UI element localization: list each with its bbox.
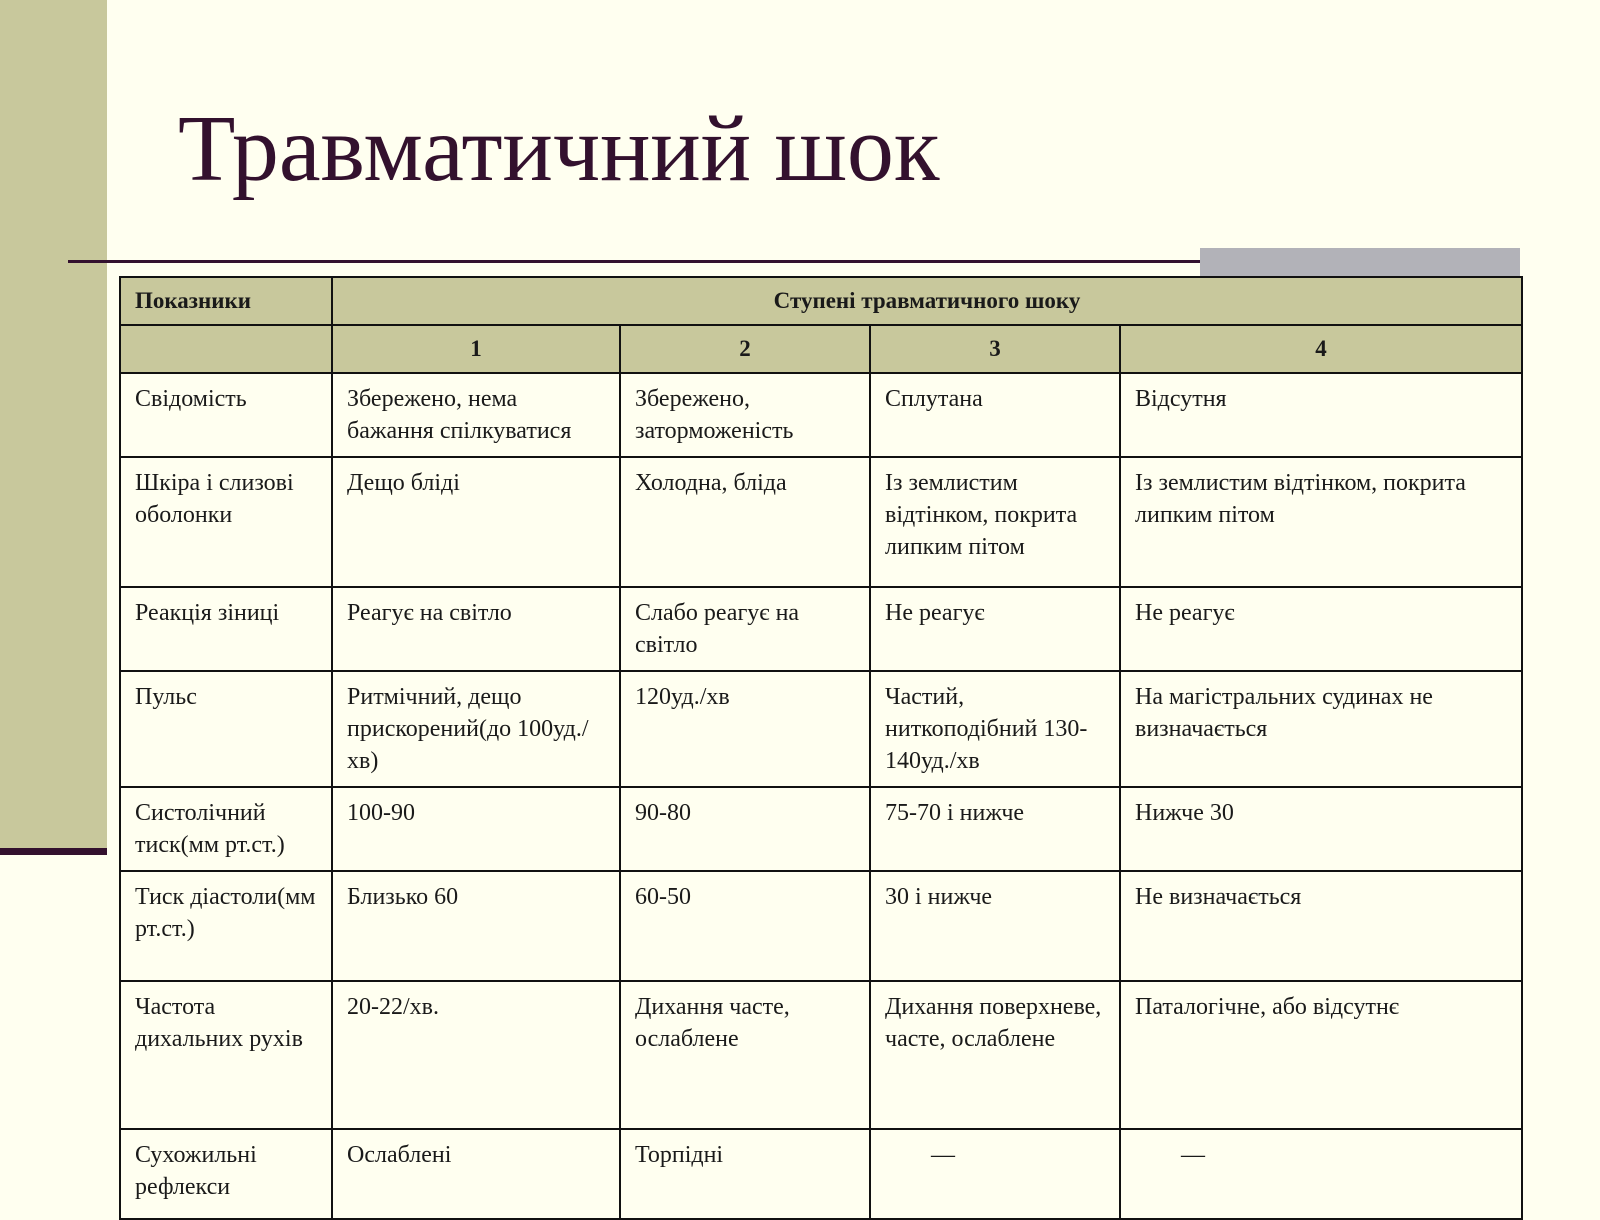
grade-1-cell: 100-90 xyxy=(332,787,620,871)
grade-2-cell: 90-80 xyxy=(620,787,870,871)
table-row xyxy=(120,981,1522,1129)
grade-3-cell: Із землистим відтінком, покрита липким пітом xyxy=(870,457,1120,587)
grade-4-cell: Відсутня xyxy=(1120,373,1522,457)
grade-2-cell: Слабо реагує на світло xyxy=(620,587,870,671)
indicator-cell: Частота дихальних рухів xyxy=(120,981,332,1129)
table-row xyxy=(120,457,1522,587)
grades-header: Ступені травматичного шоку xyxy=(332,277,1522,325)
table-row xyxy=(120,373,1522,457)
grade-1-cell: Ритмічний, дещо прискорений(до 100уд./хв) xyxy=(332,671,620,787)
grade-1-cell: Близько 60 xyxy=(332,871,620,981)
grade-2-cell: Холодна, бліда xyxy=(620,457,870,587)
grade-3-cell: 75-70 і нижче xyxy=(870,787,1120,871)
indicator-cell: Реакція зіниці xyxy=(120,587,332,671)
indicator-cell: Систолічний тиск(мм рт.ст.) xyxy=(120,787,332,871)
grade-2-cell: Збережено, заторможеність xyxy=(620,373,870,457)
grade-3-cell: Частий, ниткоподібний 130-140уд./хв xyxy=(870,671,1120,787)
table-row xyxy=(120,1129,1522,1219)
grade-3-cell: 30 і нижче xyxy=(870,871,1120,981)
side-accent-bar xyxy=(0,0,107,848)
indicator-cell: Тиск діастоли(мм рт.ст.) xyxy=(120,871,332,981)
table-row xyxy=(120,671,1522,787)
grade-4-cell: Не реагує xyxy=(1120,587,1522,671)
grade-2-header: 2 xyxy=(620,325,870,373)
grade-3-header: 3 xyxy=(870,325,1120,373)
grade-numbers-row xyxy=(120,325,1522,373)
grade-4-cell: Не визначається xyxy=(1120,871,1522,981)
grade-2-cell: 120уд./хв xyxy=(620,671,870,787)
grade-1-cell: 20-22/хв. xyxy=(332,981,620,1129)
indicators-header: Показники xyxy=(120,277,332,325)
grade-2-cell: Торпідні xyxy=(620,1129,870,1219)
grade-4-cell: На магістральних судинах не визначається xyxy=(1120,671,1522,787)
grade-3-cell: Дихання поверхневе, часте, ослаблене xyxy=(870,981,1120,1129)
grade-1-cell: Ослаблені xyxy=(332,1129,620,1219)
grade-4-cell: Паталогічне, або відсутнє xyxy=(1120,981,1522,1129)
shock-grades-table xyxy=(119,276,1523,1220)
indicator-cell: Пульс xyxy=(120,671,332,787)
grade-1-header: 1 xyxy=(332,325,620,373)
indicator-cell: Сухожильні рефлекси xyxy=(120,1129,332,1219)
side-accent-line xyxy=(0,848,107,855)
grade-2-cell: 60-50 xyxy=(620,871,870,981)
table-row xyxy=(120,787,1522,871)
grade-4-cell: Нижче 30 xyxy=(1120,787,1522,871)
grade-1-cell: Дещо бліді xyxy=(332,457,620,587)
grade-3-cell: Сплутана xyxy=(870,373,1120,457)
indicator-cell: Свідомість xyxy=(120,373,332,457)
grade-1-cell: Реагує на світло xyxy=(332,587,620,671)
grade-4-cell: — xyxy=(1120,1129,1522,1219)
table-header-row xyxy=(120,277,1522,325)
grade-2-cell: Дихання часте, ослаблене xyxy=(620,981,870,1129)
grade-4-header: 4 xyxy=(1120,325,1522,373)
grade-1-cell: Збережено, нема бажання спілкуватися xyxy=(332,373,620,457)
slide-title: Травматичний шок xyxy=(178,97,940,201)
corner-decoration xyxy=(1200,248,1520,277)
grade-4-cell: Із землистим відтінком, покрита липким пітом xyxy=(1120,457,1522,587)
table-row xyxy=(120,871,1522,981)
grade-3-cell: — xyxy=(870,1129,1120,1219)
table-row xyxy=(120,587,1522,671)
empty-header-cell xyxy=(120,325,332,373)
indicator-cell: Шкіра і слизові оболонки xyxy=(120,457,332,587)
grade-3-cell: Не реагує xyxy=(870,587,1120,671)
